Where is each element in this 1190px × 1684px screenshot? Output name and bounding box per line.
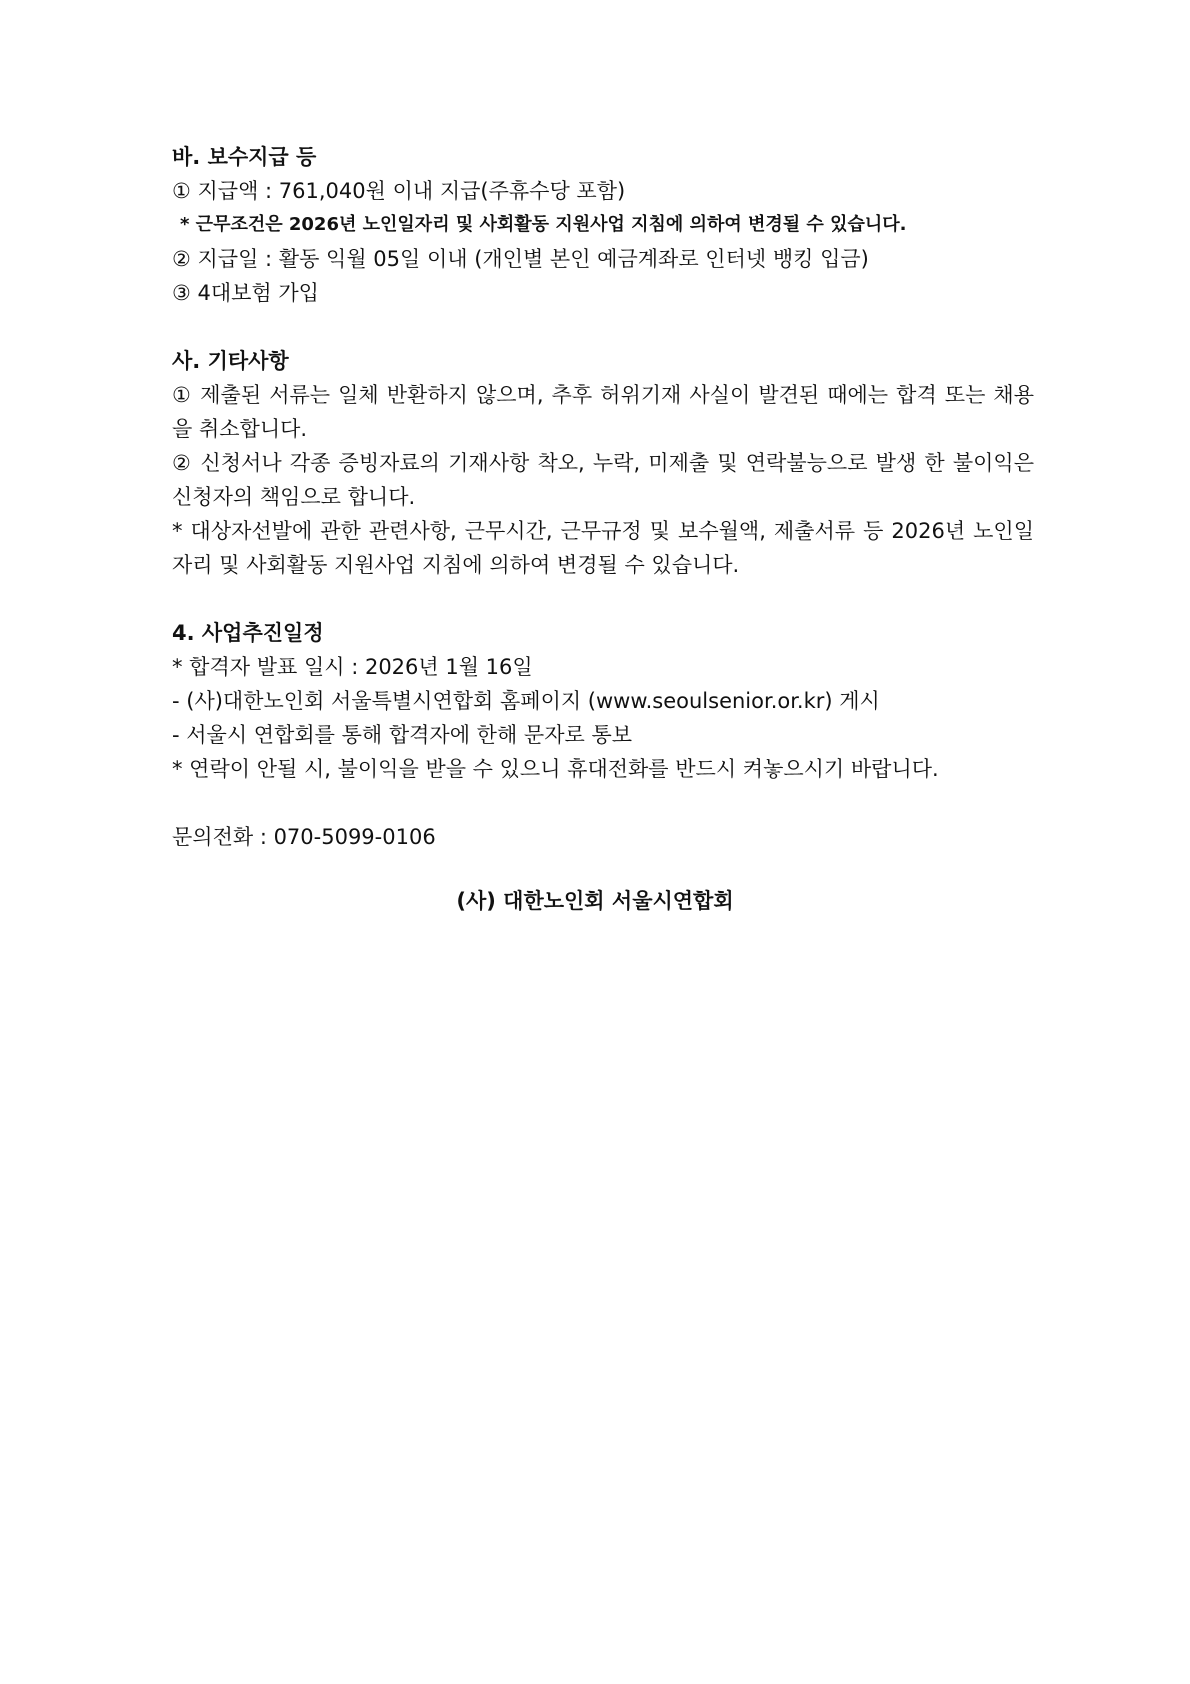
pay-conditions-note: * 근무조건은 2026년 노인일자리 및 사회활동 지원사업 지침에 의하여 변경될 수 있습니다.	[180, 214, 907, 235]
pay-date: ② 지급일 : 활동 익월 05일 이내 (개인별 본인 예금계좌로 인터넷 뱅킹 입금)	[172, 247, 869, 271]
homepage-posting: - (사)대한노인회 서울특별시연합회 홈페이지 (www.seoulsenior.or.kr) 게시	[172, 689, 880, 713]
section-etc-heading: 사. 기타사항	[172, 349, 289, 373]
document-page	[172, 140, 1034, 918]
contact-phone: 문의전화 : 070-5099-0106	[172, 825, 436, 849]
section-schedule-heading: 4. 사업추진일정	[172, 621, 324, 645]
sms-notification: - 서울시 연합회를 통해 합격자에 한해 문자로 통보	[172, 723, 633, 747]
organization-name: (사) 대한노인회 서울시연합회	[456, 889, 734, 913]
etc-documents-notice: ① 제출된 서류는 일체 반환하지 않으며, 추후 허위기재 사실이 발견된 때에는 합격 또는 채용을 취소합니다.	[172, 383, 1034, 441]
phone-notice: * 연락이 안될 시, 불이익을 받을 수 있으니 휴대전화를 반드시 켜놓으시기 바랍니다.	[172, 757, 939, 781]
section-pay-heading: 바. 보수지급 등	[172, 145, 317, 169]
etc-responsibility-notice: ② 신청서나 각종 증빙자료의 기재사항 착오, 누락, 미제출 및 연락불능으로 발생 한 불이익은 신청자의 책임으로 합니다.	[172, 451, 1034, 509]
insurance: ③ 4대보험 가입	[172, 281, 319, 305]
etc-change-note: * 대상자선발에 관한 관련사항, 근무시간, 근무규정 및 보수월액, 제출서류 등 2026년 노인일자리 및 사회활동 지원사업 지침에 의하여 변경될 수 있습니다.	[172, 519, 1034, 577]
pay-amount: ① 지급액 : 761,040원 이내 지급(주휴수당 포함)	[172, 179, 626, 203]
announcement-date: * 합격자 발표 일시 : 2026년 1월 16일	[172, 655, 533, 679]
